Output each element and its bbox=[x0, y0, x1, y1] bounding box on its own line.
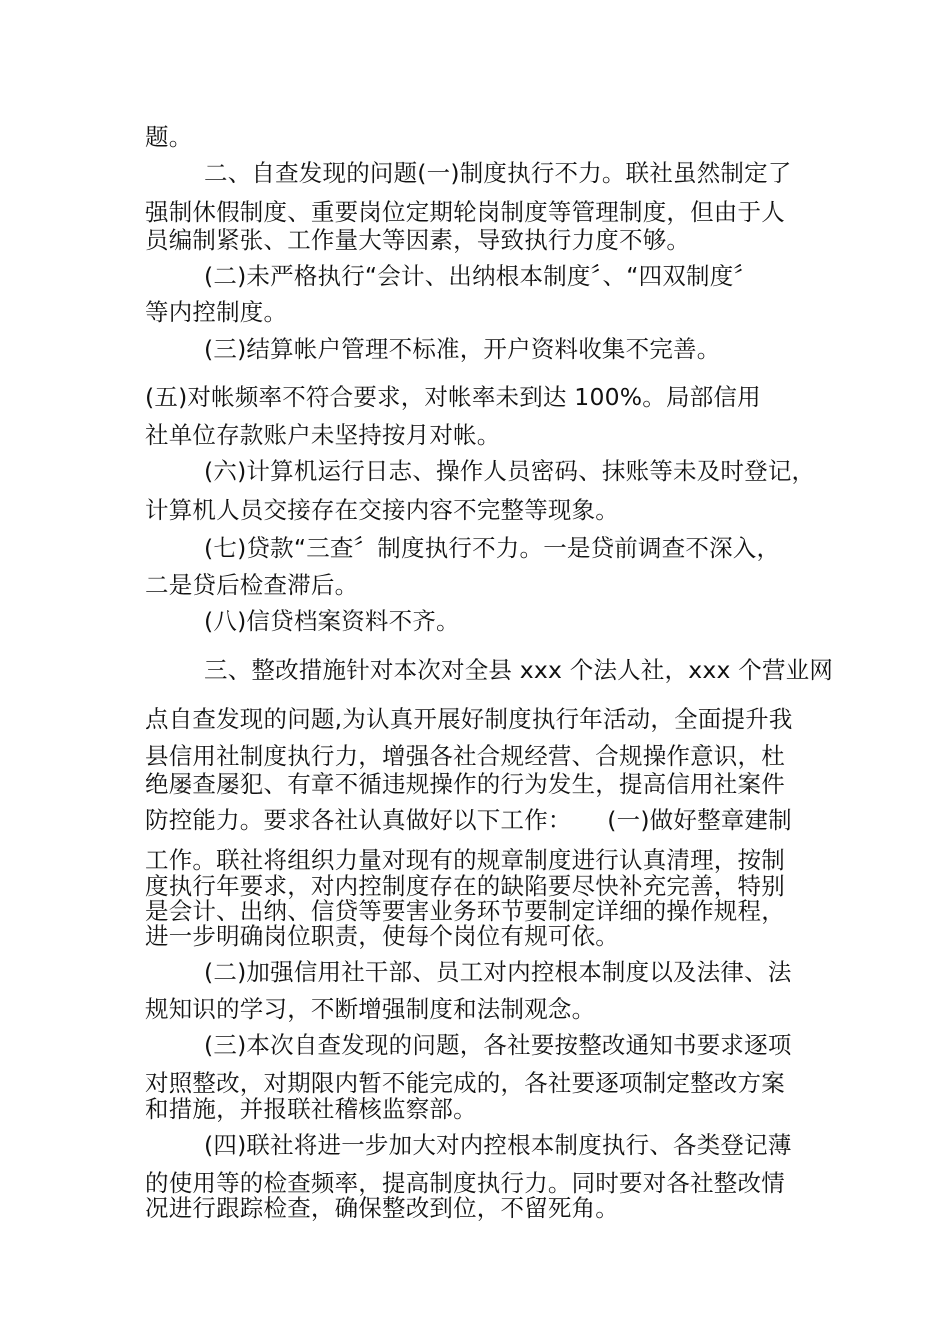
text-line: (八)信贷档案资料不齐。 bbox=[204, 607, 460, 635]
text-line: (二)加强信用社干部、员工对内控根本制度以及法律、法 bbox=[204, 958, 792, 986]
text-line: 绝屡查屡犯、有章不循违规操作的行为发生，提高信用社案件 bbox=[145, 770, 785, 798]
text-line: 二、自查发现的问题(一)制度执行不力。联社虽然制定了 bbox=[204, 159, 792, 187]
text-line: 进一步明确岗位职责，使每个岗位有规可依。 bbox=[145, 922, 619, 950]
text-line: 等内控制度。 bbox=[145, 298, 288, 326]
text-line: 计算机人员交接存在交接内容不完整等现象。 bbox=[145, 496, 619, 524]
text-line: 县信用社制度执行力，增强各社合规经营、合规操作意识，杜 bbox=[145, 742, 785, 770]
text-line: 社单位存款账户未坚持按月对帐。 bbox=[145, 421, 501, 449]
text-line: 点自查发现的问题,为认真开展好制度执行年活动，全面提升我 bbox=[145, 705, 793, 733]
text-line: (四)联社将进一步加大对内控根本制度执行、各类登记薄 bbox=[204, 1131, 792, 1159]
text-line: (七)贷款“三查〞制度执行不力。一是贷前调查不深入， bbox=[204, 534, 781, 562]
text-line: (六)计算机运行日志、操作人员密码、抹账等未及时登记， bbox=[204, 457, 816, 485]
text-line: (三)本次自查发现的问题，各社要按整改通知书要求逐项 bbox=[204, 1031, 792, 1059]
text-line: 是会计、出纳、信贷等要害业务环节要制定详细的操作规程， bbox=[145, 897, 785, 925]
text-line: 强制休假制度、重要岗位定期轮岗制度等管理制度，但由于人 bbox=[145, 198, 785, 226]
text-line: (五)对帐频率不符合要求，对帐率未到达 100%。局部信用 bbox=[145, 383, 761, 411]
text-line: (二)未严格执行“会计、出纳根本制度〞、“四双制度〞 bbox=[204, 262, 758, 290]
text-line: 防控能力。要求各社认真做好以下工作： (一)做好整章建制 bbox=[145, 806, 792, 834]
text-line: 的使用等的检查频率，提高制度执行力。同时要对各社整改情 bbox=[145, 1169, 785, 1197]
text-line: (三)结算帐户管理不标准，开户资料收集不完善。 bbox=[204, 335, 721, 363]
text-line: 规知识的学习，不断增强制度和法制观念。 bbox=[145, 995, 596, 1023]
text-line: 和措施，并报联社稽核监察部。 bbox=[145, 1095, 477, 1123]
text-line: 况进行跟踪检查，确保整改到位，不留死角。 bbox=[145, 1194, 619, 1222]
text-line: 工作。联社将组织力量对现有的规章制度进行认真清理，按制 bbox=[145, 846, 785, 874]
text-line: 三、整改措施针对本次对全县 xxx 个法人社，xxx 个营业网 bbox=[204, 656, 834, 684]
text-line: 二是贷后检查滞后。 bbox=[145, 571, 359, 599]
text-line: 题。 bbox=[145, 123, 193, 151]
text-line: 员编制紧张、工作量大等因素，导致执行力度不够。 bbox=[145, 226, 691, 254]
text-line: 对照整改，对期限内暂不能完成的，各社要逐项制定整改方案 bbox=[145, 1069, 785, 1097]
text-line: 度执行年要求，对内控制度存在的缺陷要尽快补充完善，特别 bbox=[145, 872, 785, 900]
